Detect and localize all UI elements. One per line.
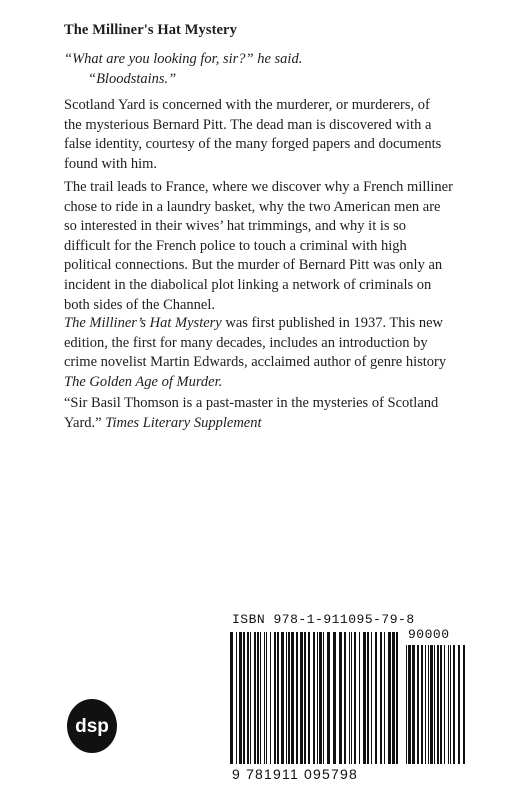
review-source: Times Literary Supplement <box>105 414 262 431</box>
blurb-paragraph-2 <box>64 178 464 315</box>
text-line: so interested in their wives’ hat trimmings, and why it is so <box>64 218 407 235</box>
text-line: edition, the first for many decades, includes an introduction by <box>64 334 428 351</box>
text-line: found with him. <box>64 155 158 172</box>
text-line: “Sir Basil Thomson is a past-master in the mysteries of Scotland <box>64 395 439 411</box>
text-line: difficult for the French police to touch a criminal with high <box>64 237 407 254</box>
blurb-paragraph-1 <box>64 96 464 174</box>
ean-number: 9 781911 095798 <box>232 766 358 782</box>
publication-note <box>64 314 464 392</box>
text-line: incident in the diabolical plot linking a network of criminals on <box>64 276 432 293</box>
text-line <box>64 314 464 334</box>
text-line: crime novelist Martin Edwards, acclaimed author of genre history <box>64 354 447 371</box>
review-quote <box>64 394 464 433</box>
text-line: false identity, courtesy of the many forged papers and documents <box>64 136 442 153</box>
text-line: chose to ride in a laundry basket, why the two American men are <box>64 198 441 215</box>
text-line: both sides of the Channel. <box>64 296 216 313</box>
text-line: Scotland Yard is concerned with the murderer, or murderers, of <box>64 97 430 113</box>
text-line <box>64 414 464 434</box>
epigraph-line-2: “Bloodstains.” <box>88 71 177 87</box>
publisher-logo-icon <box>66 698 118 754</box>
isbn-label: ISBN 978-1-911095-79-8 <box>232 612 415 627</box>
price-code: 90000 <box>408 627 450 642</box>
text-line: The trail leads to France, where we discover why a French milliner <box>64 179 453 195</box>
text-line: the mysterious Bernard Pitt. The dead man is discovered with a <box>64 116 432 133</box>
book-title-italic: The Milliner’s Hat Mystery <box>64 315 222 331</box>
text-span: Yard.” <box>64 414 106 431</box>
epigraph-line-1: “What are you looking for, sir?” he said. <box>64 51 303 67</box>
book-title: The Milliner's Hat Mystery <box>64 22 237 38</box>
logo-text: dsp <box>75 716 109 737</box>
text-span: was first published in 1937. This new <box>221 315 443 331</box>
text-line: political connections. But the murder of Bernard Pitt was only an <box>64 257 443 274</box>
text-line: The Golden Age of Murder. <box>64 373 223 390</box>
